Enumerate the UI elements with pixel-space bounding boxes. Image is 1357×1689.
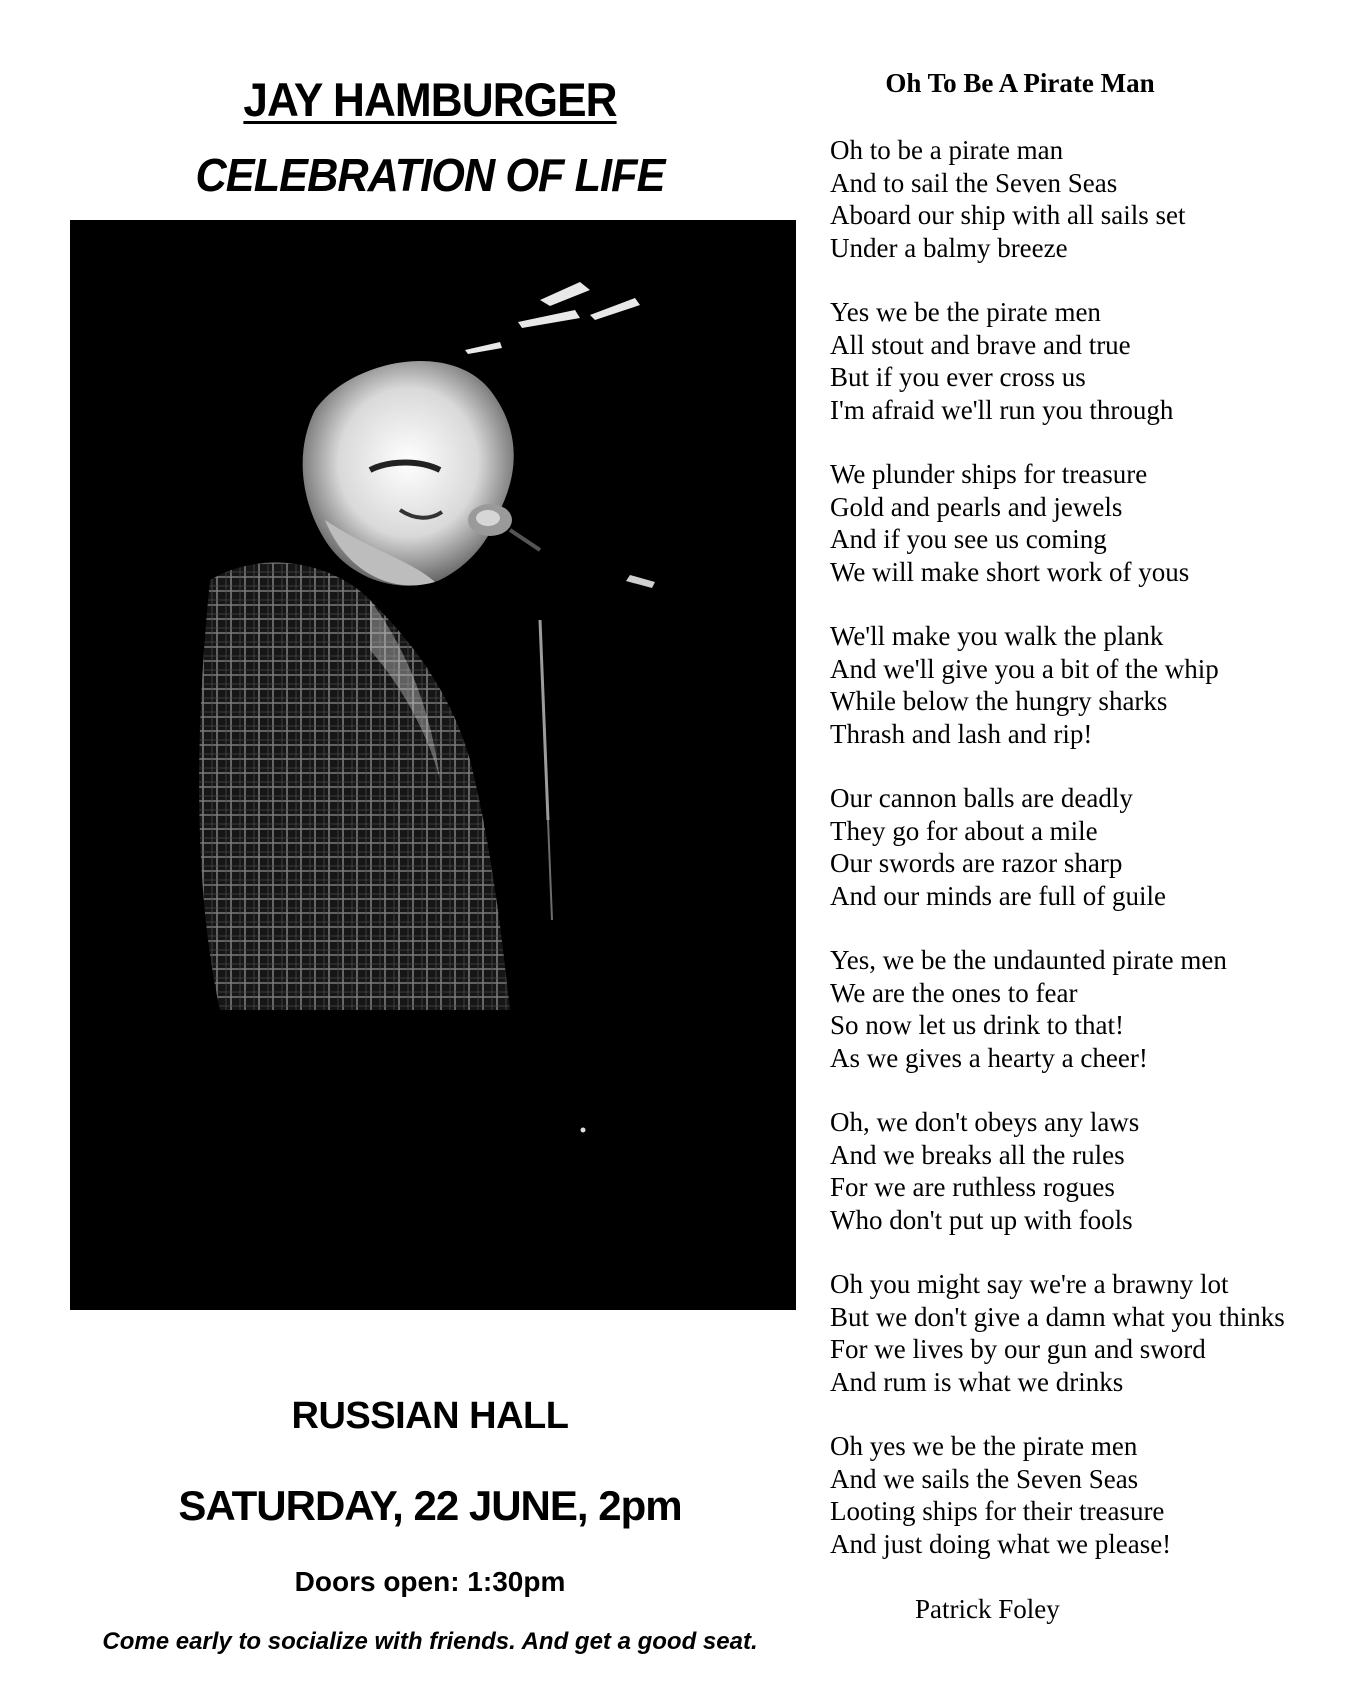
poem-line: Our swords are razor sharp — [830, 848, 1123, 878]
event-subtitle: CELEBRATION OF LIFE — [195, 149, 665, 201]
event-date: SATURDAY, 22 JUNE, 2pm — [178, 1482, 682, 1529]
poem-line: All stout and brave and true — [830, 329, 1131, 360]
poem-line: But we don't give a damn what you thinks — [830, 1301, 1285, 1332]
poem-line: And we sails the Seven Seas — [830, 1463, 1139, 1494]
poem-line: We are the ones to fear — [830, 977, 1078, 1008]
poem-line: For we are ruthless rogues — [830, 1172, 1115, 1202]
poem-stanza — [830, 1106, 1350, 1236]
poem-line: We plunder ships for treasure — [830, 459, 1148, 489]
poem-line: Who don't put up with fools — [830, 1204, 1133, 1235]
poem-line: And rum is what we drinks — [830, 1366, 1124, 1397]
poem-stanza — [830, 458, 1350, 588]
poem-line: And to sail the Seven Seas — [830, 167, 1118, 198]
poem-stanza — [830, 944, 1350, 1074]
venue-name: RUSSIAN HALL — [291, 1395, 569, 1437]
poem-title: Oh To Be A Pirate Man — [885, 68, 1155, 98]
poem-line: Yes we be the pirate men — [830, 297, 1101, 327]
event-title: JAY HAMBURGER — [243, 73, 617, 126]
poem-line: Under a balmy breeze — [830, 232, 1068, 263]
portrait-illustration — [70, 220, 796, 1310]
doors-open-time: Doors open: 1:30pm — [294, 1566, 566, 1597]
poem-line: Gold and pearls and jewels — [830, 491, 1123, 522]
poem-line: For we lives by our gun and sword — [830, 1334, 1206, 1364]
poem-line: While below the hungry sharks — [830, 686, 1168, 716]
poem-stanza — [830, 782, 1350, 912]
poem-stanza — [830, 134, 1350, 264]
poem-line: So now let us drink to that! — [830, 1010, 1124, 1040]
poem-body — [830, 134, 1350, 1592]
poem-line: As we gives a hearty a cheer! — [830, 1042, 1148, 1073]
poem-line: We will make short work of yous — [830, 556, 1190, 587]
poem-line: Oh to be a pirate man — [830, 135, 1064, 165]
poem-line: Aboard our ship with all sails set — [830, 200, 1186, 230]
hat-highlights — [465, 282, 640, 354]
poem-stanza — [830, 620, 1350, 750]
poem-line: Oh, we don't obeys any laws — [830, 1107, 1140, 1137]
face — [303, 361, 514, 586]
microphone — [468, 504, 655, 588]
portrait-photo — [70, 220, 796, 1310]
poem-line: And our minds are full of guile — [830, 880, 1166, 911]
poem-line: And if you see us coming — [830, 524, 1107, 554]
poem-line: Our cannon balls are deadly — [830, 783, 1133, 813]
poem-line: And just doing what we please! — [830, 1528, 1172, 1559]
poem-line: Looting ships for their treasure — [830, 1496, 1165, 1526]
attendance-note: Come early to socialize with friends. And get a good seat. — [102, 1628, 758, 1655]
poem-line: But if you ever cross us — [830, 362, 1086, 392]
poem-line: We'll make you walk the plank — [830, 621, 1164, 651]
poem-line: Oh yes we be the pirate men — [830, 1431, 1138, 1461]
poem-stanza — [830, 296, 1350, 426]
poem-line: Oh you might say we're a brawny lot — [830, 1269, 1229, 1299]
poem-line: And we'll give you a bit of the whip — [830, 653, 1219, 684]
poem-stanza — [830, 1268, 1350, 1398]
poem-line: And we breaks all the rules — [830, 1139, 1125, 1170]
poem-line: Yes, we be the undaunted pirate men — [830, 945, 1227, 975]
poem-author: Patrick Foley — [915, 1594, 1060, 1624]
poem-line: Thrash and lash and rip! — [830, 718, 1093, 749]
poem-stanza — [830, 1430, 1350, 1560]
mic-stand — [540, 620, 586, 1133]
poem-line: They go for about a mile — [830, 815, 1098, 846]
jacket — [199, 563, 510, 1010]
poem-line: I'm afraid we'll run you through — [830, 394, 1174, 425]
